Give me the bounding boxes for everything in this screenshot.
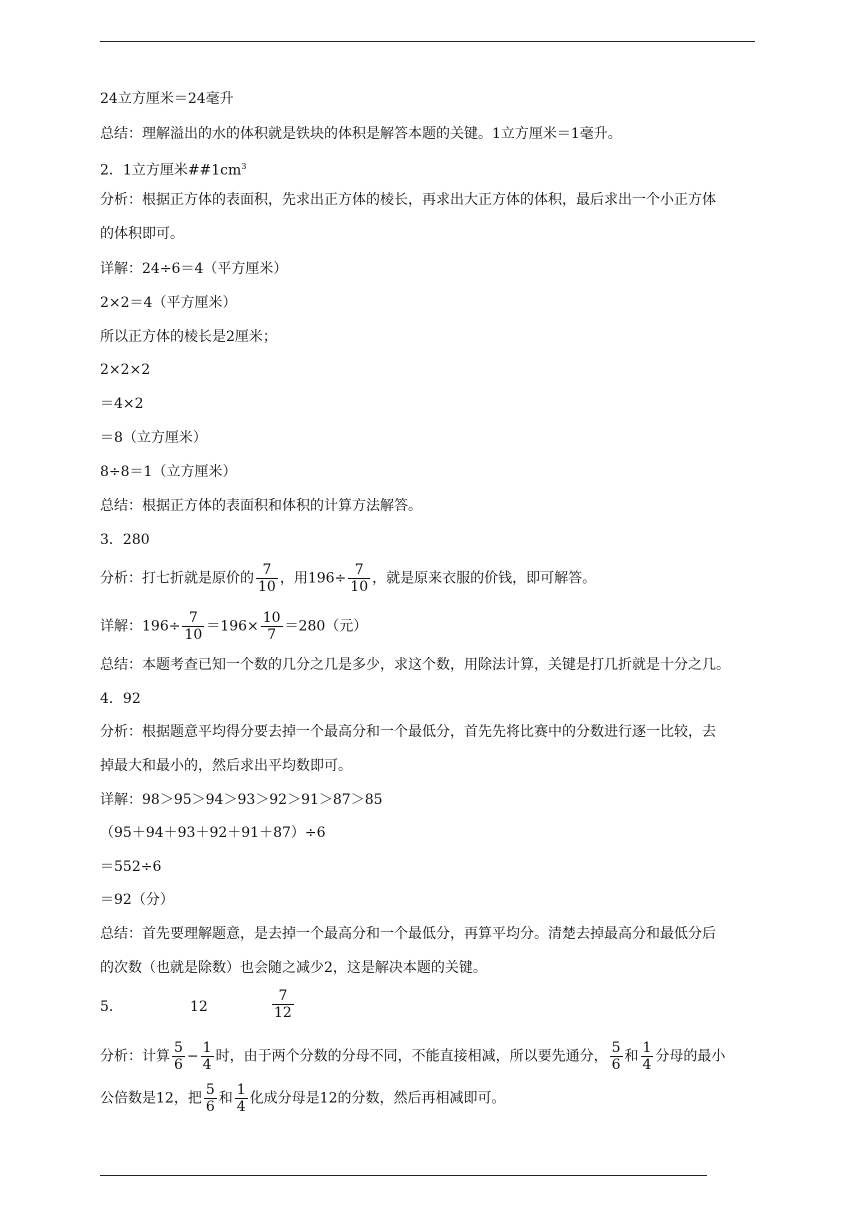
numerator: 5 <box>205 1082 215 1098</box>
text: 分母的最小 <box>655 1048 726 1065</box>
superscript: 3 <box>241 162 247 171</box>
fraction <box>641 1040 654 1073</box>
text: 时，由于两个分数的分母不同，不能直接相减，所以要先通分， <box>215 1048 608 1065</box>
question-2-answer <box>100 157 246 181</box>
text: ＝196× <box>206 618 259 635</box>
denominator: 12 <box>274 1005 292 1021</box>
text: ＝280（元） <box>284 618 368 635</box>
detail-line: 2×2×2 <box>100 362 151 378</box>
text: 化成分母是12的分数，然后再相减即可。 <box>249 1090 506 1107</box>
fraction <box>235 1082 248 1115</box>
numerator: 7 <box>188 610 198 626</box>
minus-sign: − <box>186 1048 199 1065</box>
text: 和 <box>624 1048 639 1065</box>
denominator: 10 <box>258 579 276 595</box>
answer-text: 2．1立方厘米##1cm <box>100 162 242 179</box>
denominator: 4 <box>236 1099 246 1115</box>
answer-line: 24立方厘米＝24毫升 <box>100 91 234 107</box>
fraction <box>204 1082 217 1115</box>
detail-line: ＝8（立方厘米） <box>100 430 207 446</box>
numerator: 7 <box>278 988 288 1004</box>
question-4-answer: 4．92 <box>100 691 141 707</box>
fraction <box>272 988 294 1021</box>
denominator: 6 <box>205 1099 215 1115</box>
analysis-line <box>100 1040 725 1073</box>
fraction <box>182 610 204 643</box>
detail-line: ＝92（分） <box>100 892 174 908</box>
summary-line: 总结：首先要理解题意，是去掉一个最高分和一个最低分，再算平均分。清楚去掉最高分和最低分后 <box>100 926 716 942</box>
denominator: 4 <box>642 1057 652 1073</box>
analysis-line-cont <box>100 1082 506 1115</box>
text: ，用196÷ <box>279 570 347 587</box>
numerator: 5 <box>174 1040 183 1056</box>
text: 分析：打七折就是原价的 <box>100 570 254 587</box>
text: 和 <box>218 1090 233 1107</box>
analysis-line: 分析：根据正方体的表面积，先求出正方体的棱长，再求出大正方体的体积，最后求出一个小正方体 <box>100 192 716 208</box>
detail-line: 详解：98＞95＞94＞93＞92＞91＞87＞85 <box>100 792 383 808</box>
fraction <box>610 1040 623 1073</box>
analysis-line <box>100 562 596 595</box>
text: ，就是原来衣服的价钱，即可解答。 <box>372 570 597 587</box>
fraction <box>256 562 278 595</box>
denominator: 6 <box>174 1057 183 1073</box>
text: 公倍数是12，把 <box>100 1090 202 1107</box>
detail-line: 所以正方体的棱长是2厘米； <box>100 329 277 345</box>
denominator: 7 <box>261 626 283 643</box>
numerator: 7 <box>354 562 364 578</box>
denominator: 10 <box>350 579 369 595</box>
summary-line-cont: 的次数（也就是除数）也会随之减少2，这是解决本题的关键。 <box>100 960 487 976</box>
numerator: 5 <box>611 1040 621 1056</box>
denominator: 10 <box>184 627 203 643</box>
analysis-line: 分析：根据题意平均得分要去掉一个最高分和一个最低分，首先先将比赛中的分数进行逐一比较，去 <box>100 724 716 740</box>
summary-line: 总结：本题考查已知一个数的几分之几是多少，求这个数，用除法计算，关键是打几折就是十分之几。 <box>100 657 730 673</box>
footer-rule <box>100 1175 707 1176</box>
numerator: 7 <box>262 562 272 578</box>
summary-line: 总结：理解溢出的水的体积就是铁块的体积是解答本题的关键。1立方厘米＝1毫升。 <box>100 126 622 142</box>
detail-line: 2×2＝4（平方厘米） <box>100 295 237 311</box>
detail-line: ＝4×2 <box>100 396 144 412</box>
numerator: 1 <box>202 1040 212 1056</box>
question-5-answer: 5． <box>100 999 123 1015</box>
text: 详解：196÷ <box>100 618 181 635</box>
detail-line <box>100 610 367 643</box>
numerator: 1 <box>236 1082 246 1098</box>
analysis-line-cont: 的体积即可。 <box>100 226 184 242</box>
fraction <box>348 562 370 595</box>
numerator: 10 <box>262 610 281 626</box>
text: 分析：计算 <box>100 1048 170 1065</box>
analysis-line-cont: 掉最大和最小的，然后求出平均数即可。 <box>100 758 352 774</box>
detail-line: （95＋94＋93＋92＋91＋87）÷6 <box>100 825 326 841</box>
fraction <box>201 1040 214 1073</box>
denominator: 4 <box>202 1057 212 1073</box>
summary-line: 总结：根据正方体的表面积和体积的计算方法解答。 <box>100 498 422 514</box>
detail-line: 详解：24÷6＝4（平方厘米） <box>100 261 288 277</box>
detail-line: ＝552÷6 <box>100 859 162 875</box>
answer-denominator: 12 <box>190 999 208 1015</box>
numerator: 1 <box>642 1040 652 1056</box>
fraction <box>172 1040 185 1073</box>
answer-fraction <box>270 988 296 1021</box>
fraction <box>261 610 283 643</box>
header-rule <box>100 41 755 42</box>
denominator: 6 <box>611 1057 621 1073</box>
detail-line: 8÷8＝1（立方厘米） <box>100 464 237 480</box>
question-3-answer: 3．280 <box>100 532 150 548</box>
